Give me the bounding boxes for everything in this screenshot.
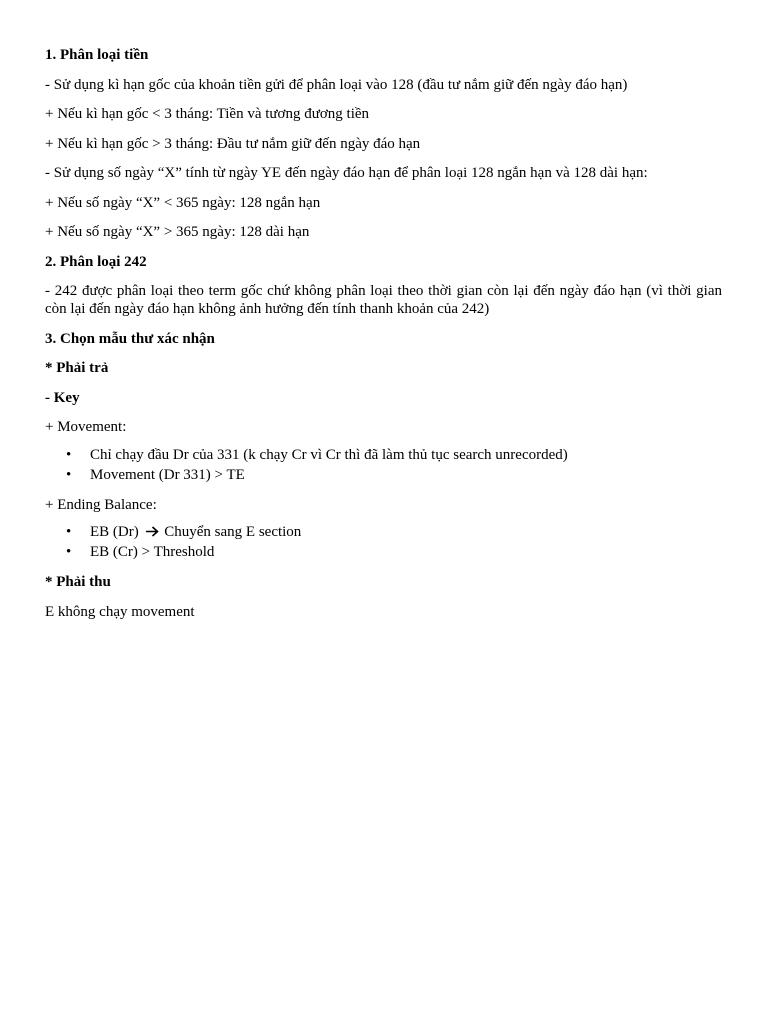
movement-bullet-1-text: Chỉ chạy đầu Dr của 331 (k chạy Cr vì Cr thì đã làm thủ tục search unrecorded) (90, 446, 568, 463)
section-1-line-2: + Nếu kì hạn gốc < 3 tháng: Tiền và tương đương tiền (45, 106, 370, 122)
ending-balance-bullet-2-text: EB (Cr) > Threshold (90, 544, 215, 560)
receivable-text: E không chạy movement (45, 603, 195, 620)
ending-balance-label: + Ending Balance: (45, 496, 157, 513)
section-1-line-5: + Nếu số ngày “X” < 365 ngày: 128 ngắn hạn (45, 194, 321, 211)
receivable-heading: * Phải thu (45, 574, 111, 590)
payable-heading: * Phải trả (45, 360, 109, 376)
bullet-dot-icon: • (66, 446, 72, 463)
movement-bullet-list (45, 446, 722, 484)
ending-balance-bullet-1-suffix: Chuyển sang E section (164, 524, 302, 540)
section-1-line-1: - Sử dụng kì hạn gốc của khoản tiền gửi để phân loại vào 128 (đầu tư nắm giữ đến ngày đáo hạn) (45, 76, 628, 93)
bullet-dot-icon: • (66, 544, 72, 560)
movement-bullet-1 (45, 446, 722, 464)
section-1-line-3: + Nếu kì hạn gốc > 3 tháng: Đầu tư nắm giữ đến ngày đáo hạn (45, 135, 421, 152)
bullet-dot-icon: • (66, 524, 72, 540)
section-2-heading: 2. Phân loại 242 (45, 253, 147, 270)
key-label: - Key (45, 389, 80, 406)
ending-balance-bullet-1 (45, 523, 722, 541)
movement-label: + Movement: (45, 419, 127, 435)
section-2-paragraph: - 242 được phân loại theo term gốc chứ không phân loại theo thời gian còn lại đến ngày đáo hạn (vì thời gian còn lại đến ngày đáo hạn không ảnh hưởng đến tính thanh khoản của 242) (45, 283, 722, 317)
right-arrow-icon (145, 523, 159, 541)
section-1-line-4: - Sử dụng số ngày “X” tính từ ngày YE đến ngày đáo hạn để phân loại 128 ngắn hạn và 128 dài hạn: (45, 165, 648, 181)
movement-bullet-2-text: Movement (Dr 331) > TE (90, 466, 245, 483)
section-3-heading: 3. Chọn mẫu thư xác nhận (45, 330, 215, 347)
ending-balance-bullet-1-prefix: EB (Dr) (90, 524, 139, 540)
bullet-dot-icon: • (66, 466, 72, 483)
ending-balance-bullet-list (45, 523, 722, 561)
movement-bullet-2 (45, 466, 722, 484)
ending-balance-bullet-2 (45, 543, 722, 561)
section-1-line-6: + Nếu số ngày “X” > 365 ngày: 128 dài hạn (45, 224, 310, 240)
section-1-heading: 1. Phân loại tiền (45, 47, 149, 63)
